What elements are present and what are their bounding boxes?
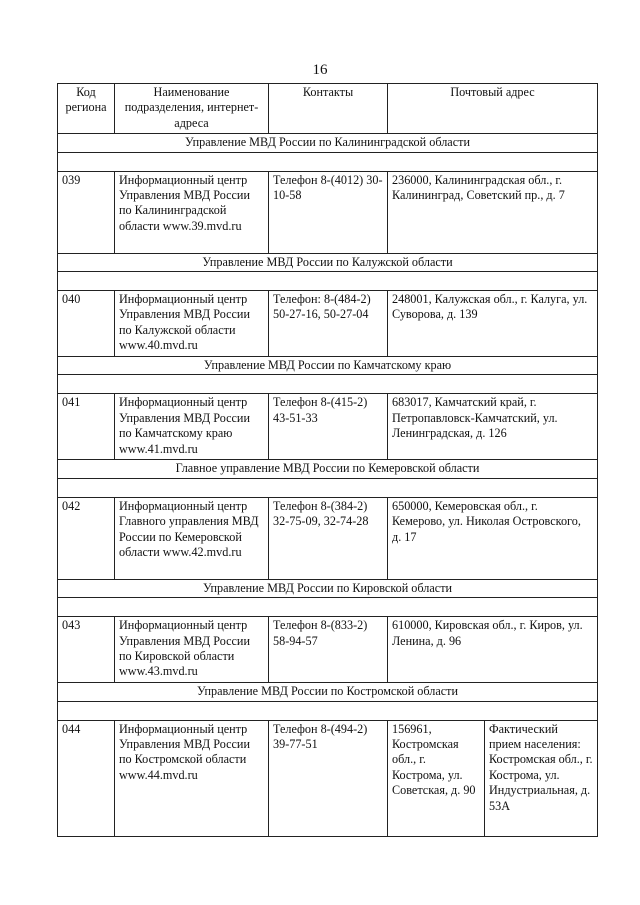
table-row [58,497,598,579]
section-title: Главное управление МВД России по Кемеровской области [58,460,598,478]
reception-address: Фактический прием населения: Костромская обл., г. Кострома, ул. Индустриальная, д. 53А [485,720,598,836]
spacer-row [58,375,598,394]
section-title: Управление МВД России по Кировской области [58,579,598,597]
page-number: 16 [312,62,328,78]
header-name: Наименование подразделения, интернет-адреса [115,84,269,134]
department-name: Информационный центр Управления МВД России по Кировской области www.43.mvd.ru [115,617,269,683]
section-title-row [58,134,598,152]
spacer-row [58,598,598,617]
section-title-row [58,253,598,271]
postal-address: 683017, Камчатский край, г. Петропавловск-Камчатский, ул. Ленинградская, д. 126 [388,394,598,460]
table-row [58,617,598,683]
spacer-row [58,478,598,497]
contacts: Телефон: 8-(484-2) 50-27-16, 50-27-04 [269,291,388,357]
region-code: 040 [58,291,115,357]
section-title-row [58,460,598,478]
region-code: 039 [58,171,115,253]
region-code: 042 [58,497,115,579]
region-code: 044 [58,720,115,836]
section-title-row [58,579,598,597]
section-title: Управление МВД России по Костромской области [58,683,598,701]
department-name: Информационный центр Главного управления МВД России по Кемеровской области www.42.mvd.ru [115,497,269,579]
header-code: Код региона [58,84,115,134]
contacts: Телефон 8-(4012) 30-10-58 [269,171,388,253]
section-title: Управление МВД России по Калининградской области [58,134,598,152]
postal-address: 610000, Кировская обл., г. Киров, ул. Ленина, д. 96 [388,617,598,683]
contacts: Телефон 8-(384-2) 32-75-09, 32-74-28 [269,497,388,579]
postal-address: 156961, Костромская обл., г. Кострома, ул. Советская, д. 90 [388,720,485,836]
table-header-row [58,84,598,134]
regional-contacts-table [57,83,598,837]
department-name: Информационный центр Управления МВД России по Калужской области www.40.mvd.ru [115,291,269,357]
header-address: Почтовый адрес [388,84,598,134]
header-contacts: Контакты [269,84,388,134]
section-title: Управление МВД России по Калужской области [58,253,598,271]
table-row [58,171,598,253]
spacer-row [58,152,598,171]
table-row [58,394,598,460]
region-code: 041 [58,394,115,460]
spacer-row [58,701,598,720]
postal-address: 236000, Калининградская обл., г. Калининград, Советский пр., д. 7 [388,171,598,253]
contacts: Телефон 8-(494-2) 39-77-51 [269,720,388,836]
department-name: Информационный центр Управления МВД России по Калининградской области www.39.mvd.ru [115,171,269,253]
region-code: 043 [58,617,115,683]
table-row [58,720,598,836]
contacts: Телефон 8-(833-2) 58-94-57 [269,617,388,683]
section-title-row [58,357,598,375]
department-name: Информационный центр Управления МВД России по Камчатскому краю www.41.mvd.ru [115,394,269,460]
section-title: Управление МВД России по Камчатскому краю [58,357,598,375]
spacer-row [58,272,598,291]
table-row [58,291,598,357]
department-name: Информационный центр Управления МВД России по Костромской области www.44.mvd.ru [115,720,269,836]
contacts: Телефон 8-(415-2) 43-51-33 [269,394,388,460]
postal-address: 248001, Калужская обл., г. Калуга, ул. Суворова, д. 139 [388,291,598,357]
postal-address: 650000, Кемеровская обл., г. Кемерово, ул. Николая Островского, д. 17 [388,497,598,579]
section-title-row [58,683,598,701]
